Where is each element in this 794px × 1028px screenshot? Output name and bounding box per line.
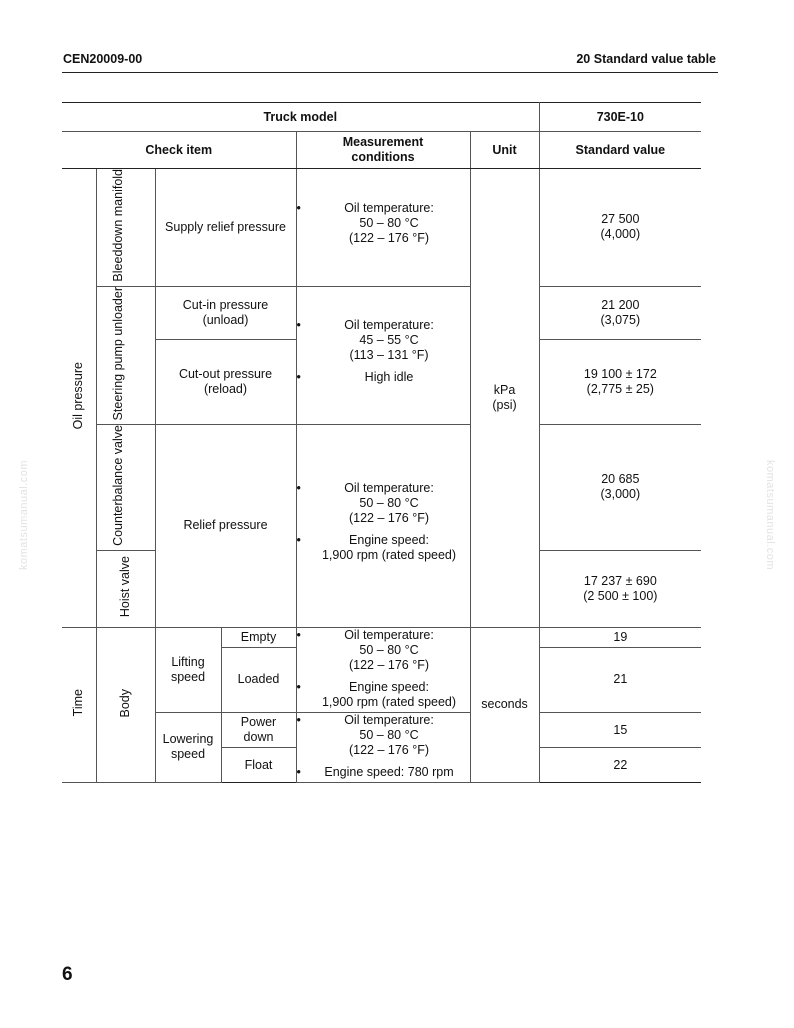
value-cut-in: 21 200 (3,075) <box>539 286 701 340</box>
column-header-measurement-conditions: Measurement conditions <box>296 132 470 169</box>
value-power-down: 15 <box>539 712 701 748</box>
group-time: Time <box>62 627 96 782</box>
value-counterbalance: 20 685 (3,000) <box>539 425 701 551</box>
item-cut-out-pressure: Cut-out pressure (reload) <box>155 340 296 425</box>
value-supply-relief: 27 500 (4,000) <box>539 169 701 287</box>
condition-oil-temperature: • Oil temperature: 50 – 80 °C (122 – 176 °F) <box>297 481 470 526</box>
column-header-check-item: Check item <box>62 132 296 169</box>
unit-pressure: kPa (psi) <box>470 169 539 628</box>
subgroup-bleeddown-manifold: Bleeddown manifold <box>96 169 155 287</box>
condition-oil-temperature: • Oil temperature: 50 – 80 °C (122 – 176 °F) <box>297 201 470 246</box>
mode-float: Float <box>221 748 296 783</box>
subgroup-steering-pump-unloader: Steering pump unloader <box>96 286 155 424</box>
mode-empty: Empty <box>221 627 296 647</box>
conditions-counterbalance <box>296 425 470 628</box>
item-supply-relief-pressure: Supply relief pressure <box>155 169 296 287</box>
truck-model-value: 730E-10 <box>539 103 701 132</box>
watermark-left: komatsumanual.com <box>18 460 30 570</box>
value-hoist: 17 237 ± 690 (2 500 ± 100) <box>539 550 701 627</box>
condition-oil-temperature: • Oil temperature: 50 – 80 °C (122 – 176 °F) <box>297 713 470 758</box>
mode-power-down: Power down <box>221 712 296 748</box>
section-title: 20 Standard value table <box>576 52 716 66</box>
value-empty: 19 <box>539 627 701 647</box>
column-header-unit: Unit <box>470 132 539 169</box>
item-lifting-speed: Lifting speed <box>155 627 221 712</box>
page-number: 6 <box>62 964 73 985</box>
value-loaded: 21 <box>539 647 701 712</box>
truck-model-label: Truck model <box>62 103 539 132</box>
condition-oil-temperature: • Oil temperature: 45 – 55 °C (113 – 131 °F) <box>297 318 470 363</box>
column-header-standard-value: Standard value <box>539 132 701 169</box>
condition-engine-speed: • Engine speed: 1,900 rpm (rated speed) <box>297 680 470 710</box>
group-oil-pressure: Oil pressure <box>62 169 96 628</box>
item-relief-pressure: Relief pressure <box>155 425 296 628</box>
watermark-right: komatsumanual.com <box>764 460 776 570</box>
conditions-lowering <box>296 712 470 782</box>
header-divider <box>62 72 718 73</box>
value-float: 22 <box>539 748 701 783</box>
document-code: CEN20009-00 <box>63 52 143 66</box>
condition-oil-temperature: • Oil temperature: 50 – 80 °C (122 – 176 °F) <box>297 628 470 673</box>
subgroup-hoist-valve: Hoist valve <box>96 550 155 627</box>
conditions-steering-pump <box>296 286 470 424</box>
subgroup-counterbalance-valve: Counterbalance valve <box>96 425 155 551</box>
value-cut-out: 19 100 ± 172 (2,775 ± 25) <box>539 340 701 425</box>
mode-loaded: Loaded <box>221 647 296 712</box>
standard-value-table <box>62 102 701 783</box>
condition-engine-speed: • Engine speed: 1,900 rpm (rated speed) <box>297 533 470 563</box>
item-cut-in-pressure: Cut-in pressure (unload) <box>155 286 296 340</box>
conditions-bleeddown <box>296 169 470 287</box>
item-lowering-speed: Lowering speed <box>155 712 221 782</box>
condition-high-idle: • High idle <box>297 370 470 385</box>
conditions-lifting <box>296 627 470 712</box>
unit-time: seconds <box>470 627 539 782</box>
subgroup-body: Body <box>96 627 155 782</box>
condition-engine-speed: • Engine speed: 780 rpm <box>297 765 470 780</box>
